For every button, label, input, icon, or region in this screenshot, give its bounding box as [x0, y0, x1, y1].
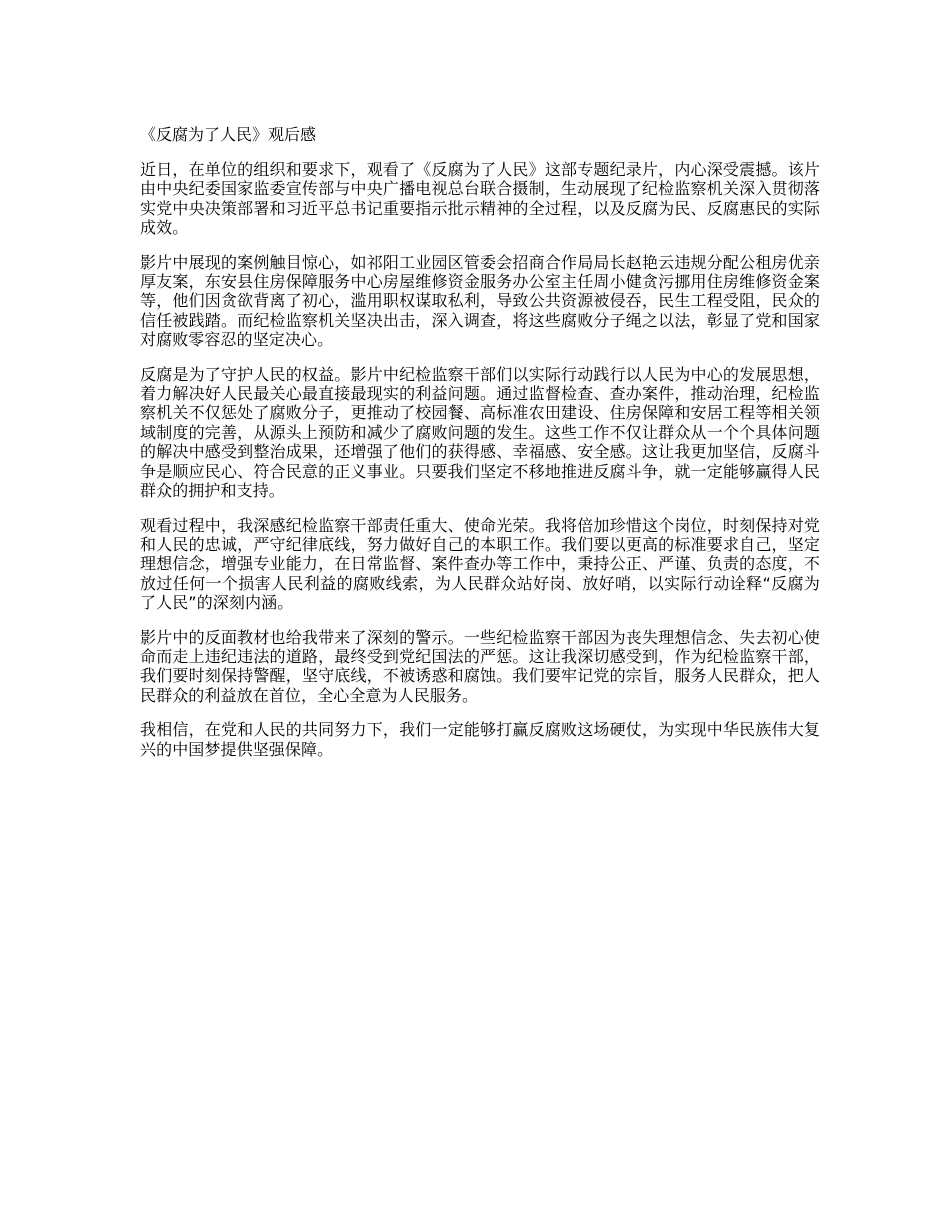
document-body: [140, 124, 820, 774]
paragraph-responsibility: 观看过程中，我深感纪检监察干部责任重大、使命光荣。我将倍加珍惜这个岗位，时刻保持对党和人民的忠诚，严守纪律底线，努力做好自己的本职工作。我们要以更高的标准要求自己，坚定理想信念，增强专业能力，在日常监督、案件查办等工作中，秉持公正、严谨、负责的态度，不放过任何一个损害人民利益的腐败线索，为人民群众站好岗、放好哨，以实际行动诠释“反腐为了人民”的深刻内涵。: [140, 515, 820, 613]
document-title: 《反腐为了人民》观后感: [140, 125, 317, 144]
paragraph-conclusion: 我相信，在党和人民的共同努力下，我们一定能够打赢反腐败这场硬仗，为实现中华民族伟大复兴的中国梦提供坚强保障。: [140, 720, 820, 759]
paragraph-warning: 影片中的反面教材也给我带来了深刻的警示。一些纪检监察干部因为丧失理想信念、失去初心使命而走上违纪违法的道路，最终受到党纪国法的严惩。这让我深切感受到，作为纪检监察干部，我们要时刻保持警醒，坚守底线，不被诱惑和腐蚀。我们要牢记党的宗旨，服务人民群众，把人民群众的利益放在首位，全心全意为人民服务。: [140, 627, 820, 705]
paragraph-intro: 近日，在单位的组织和要求下，观看了《反腐为了人民》这部专题纪录片，内心深受震撼。该片由中央纪委国家监委宣传部与中央广播电视总台联合摄制，生动展现了纪检监察机关深入贯彻落实党中央决策部署和习近平总书记重要指示批示精神的全过程，以及反腐为民、反腐惠民的实际成效。: [140, 160, 820, 238]
paragraph-cases: 影片中展现的案例触目惊心，如祁阳工业园区管委会招商合作局局长赵艳云违规分配公租房优亲厚友案，东安县住房保障服务中心房屋维修资金服务办公室主任周小健贪污挪用住房维修资金案等，他们因贪欲背离了初心，滥用职权谋取私利，导致公共资源被侵吞，民生工程受阻，民众的信任被践踏。而纪检监察机关坚决出击，深入调查，将这些腐败分子绳之以法，彰显了党和国家对腐败零容忍的坚定决心。: [140, 252, 820, 350]
paragraph-rights: 反腐是为了守护人民的权益。影片中纪检监察干部们以实际行动践行以人民为中心的发展思想，着力解决好人民最关心最直接最现实的利益问题。通过监督检查、查办案件，推动治理，纪检监察机关不仅惩处了腐败分子，更推动了校园餐、高标准农田建设、住房保障和安居工程等相关领域制度的完善，从源头上预防和减少了腐败问题的发生。这些工作不仅让群众从一个个具体问题的解决中感受到整治成果，还增强了他们的获得感、幸福感、安全感。这让我更加坚信，反腐斗争是顺应民心、符合民意的正义事业。只要我们坚定不移地推进反腐斗争，就一定能够赢得人民群众的拥护和支持。: [140, 364, 820, 501]
